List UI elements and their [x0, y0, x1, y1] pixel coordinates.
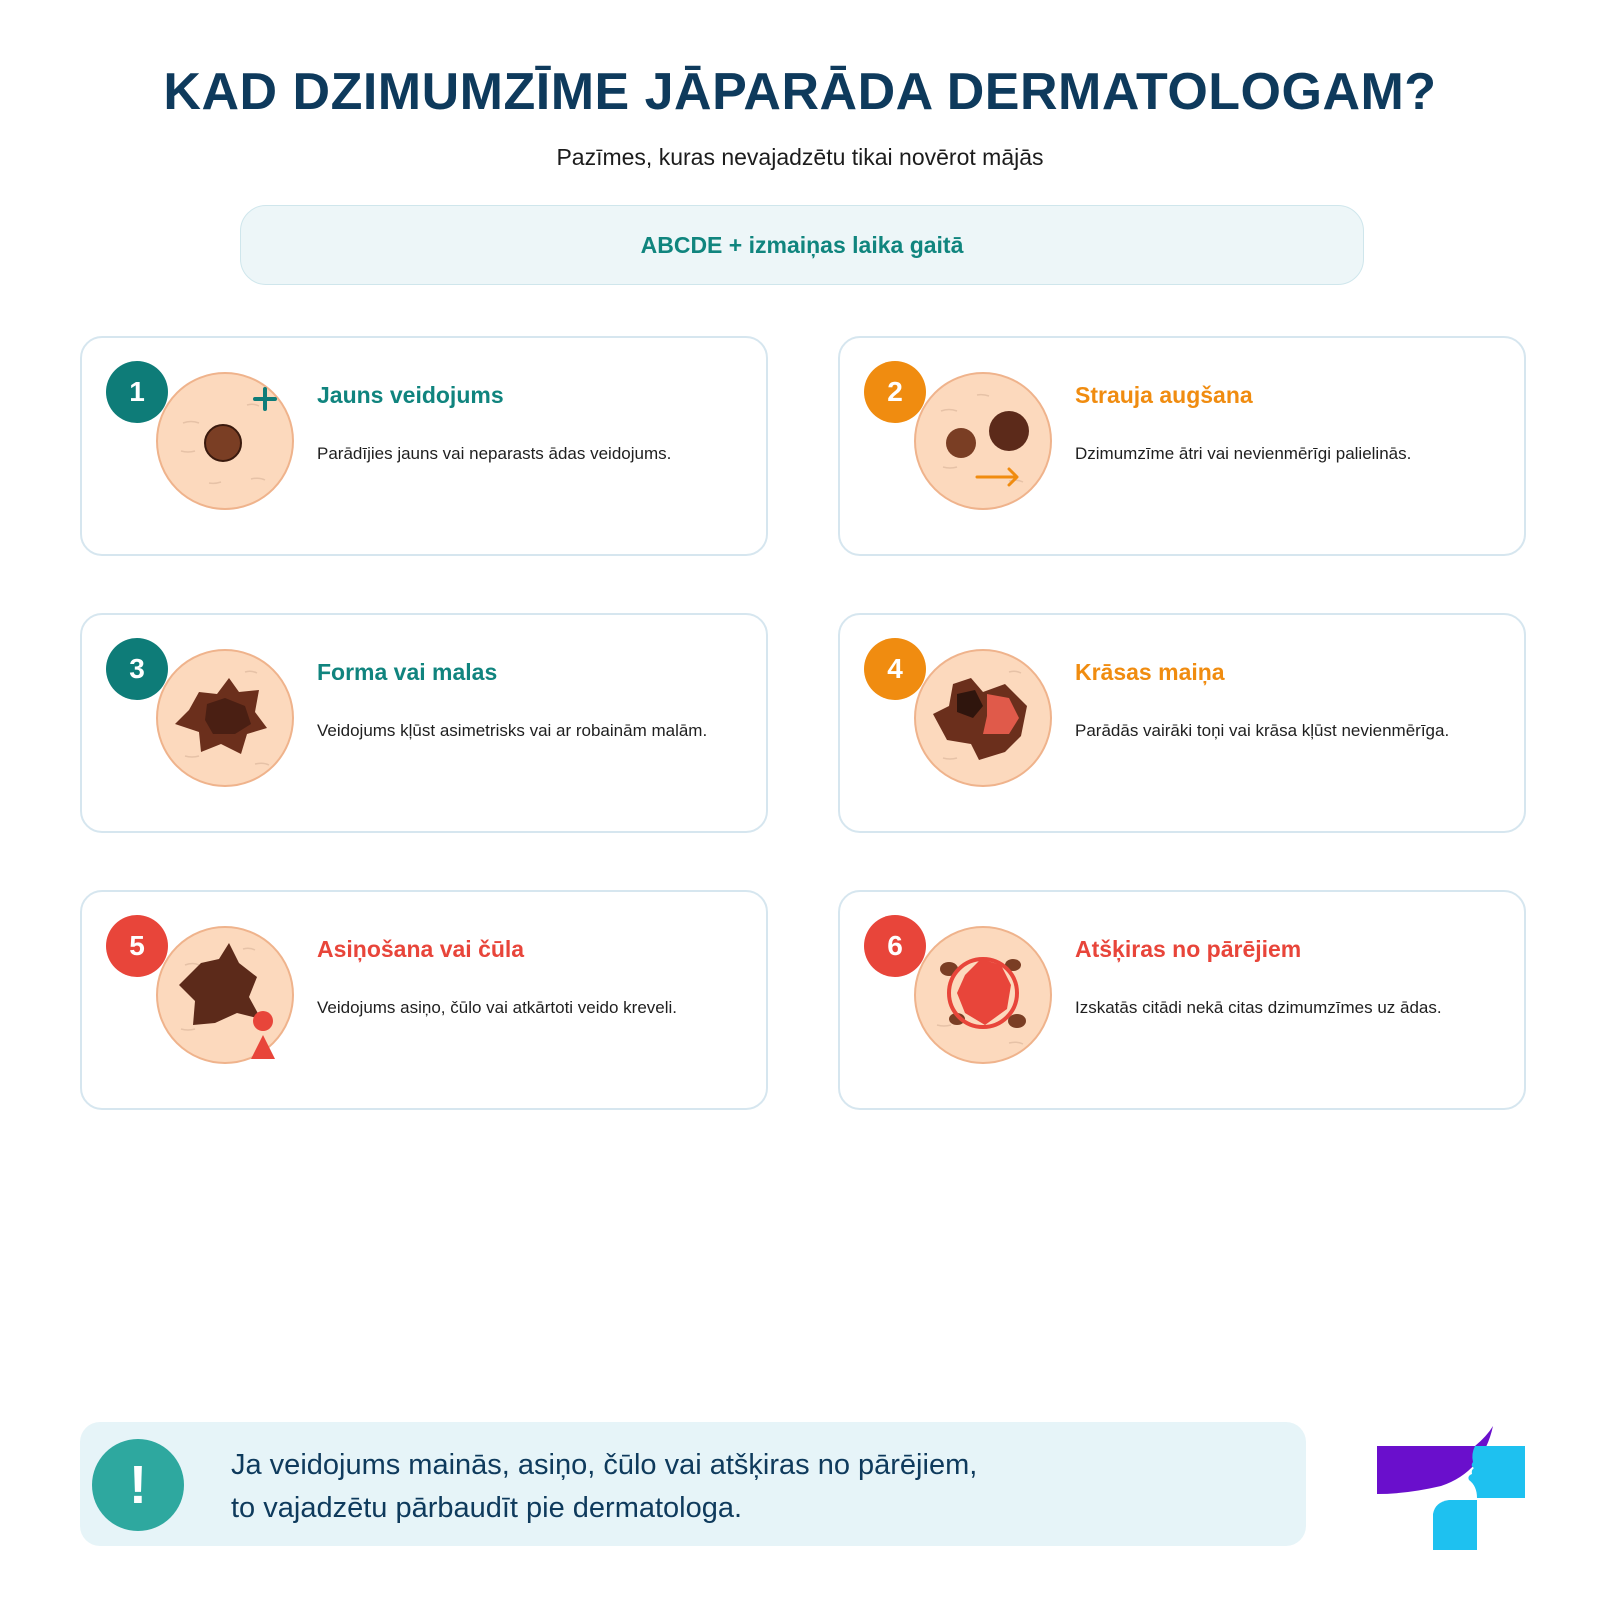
card-description: Dzimumzīme ātri vai nevienmērīgi palielinās.: [1075, 444, 1412, 463]
sign-card-bleeding: [80, 890, 768, 1110]
card-description: Izskatās citādi nekā citas dzimumzīmes uz ādas.: [1075, 998, 1442, 1017]
exclamation-icon: !: [92, 1439, 184, 1531]
sign-card-rapid-growth: [838, 336, 1526, 556]
sign-card-shape-borders: [80, 613, 768, 833]
card-number-badge: 4: [864, 638, 926, 700]
card-number-badge: 5: [106, 915, 168, 977]
page-title: KAD DZIMUMZĪME JĀPARĀDA DERMATOLOGAM?: [163, 63, 1437, 121]
card-title: Krāsas maiņa: [1075, 659, 1225, 685]
multicolor-mole-icon: [913, 648, 1053, 788]
card-title: Strauja augšana: [1075, 382, 1253, 408]
card-number-badge: 1: [106, 361, 168, 423]
sign-card-color-change: [838, 613, 1526, 833]
alert-box: [80, 1422, 1306, 1546]
card-title: Atšķiras no pārējiem: [1075, 936, 1302, 962]
irregular-border-mole-icon: [155, 648, 295, 788]
card-description: Veidojums kļūst asimetrisks vai ar robainām malām.: [317, 721, 708, 740]
growing-mole-arrow-icon: [913, 371, 1053, 511]
bleeding-mole-drop-icon: [155, 925, 295, 1065]
card-title: Asiņošana vai čūla: [317, 936, 525, 962]
abcde-banner: [240, 205, 1364, 285]
ugly-duckling-mole-icon: [913, 925, 1053, 1065]
card-title: Forma vai malas: [317, 659, 498, 685]
card-number-badge: 2: [864, 361, 926, 423]
banner-label: ABCDE + izmaiņas laika gaitā: [640, 231, 964, 258]
alert-text-line-1: Ja veidojums mainās, asiņo, čūlo vai atšķiras no pārējiem,: [231, 1449, 978, 1481]
clinic-logo-icon: [1375, 1424, 1531, 1550]
card-number-badge: 6: [864, 915, 926, 977]
page-subtitle: Pazīmes, kuras nevajadzētu tikai novērot mājās: [556, 144, 1044, 170]
sign-card-new-mole: [80, 336, 768, 556]
sign-card-different: [838, 890, 1526, 1110]
card-description: Parādās vairāki toņi vai krāsa kļūst nevienmērīga.: [1075, 721, 1450, 740]
alert-text-line-2: to vajadzētu pārbaudīt pie dermatologa.: [231, 1492, 743, 1524]
card-title: Jauns veidojums: [317, 382, 504, 408]
card-number-badge: 3: [106, 638, 168, 700]
card-description: Veidojums asiņo, čūlo vai atkārtoti veido kreveli.: [317, 998, 678, 1017]
card-description: Parādījies jauns vai neparasts ādas veidojums.: [317, 444, 672, 463]
new-mole-plus-icon: [155, 371, 295, 511]
